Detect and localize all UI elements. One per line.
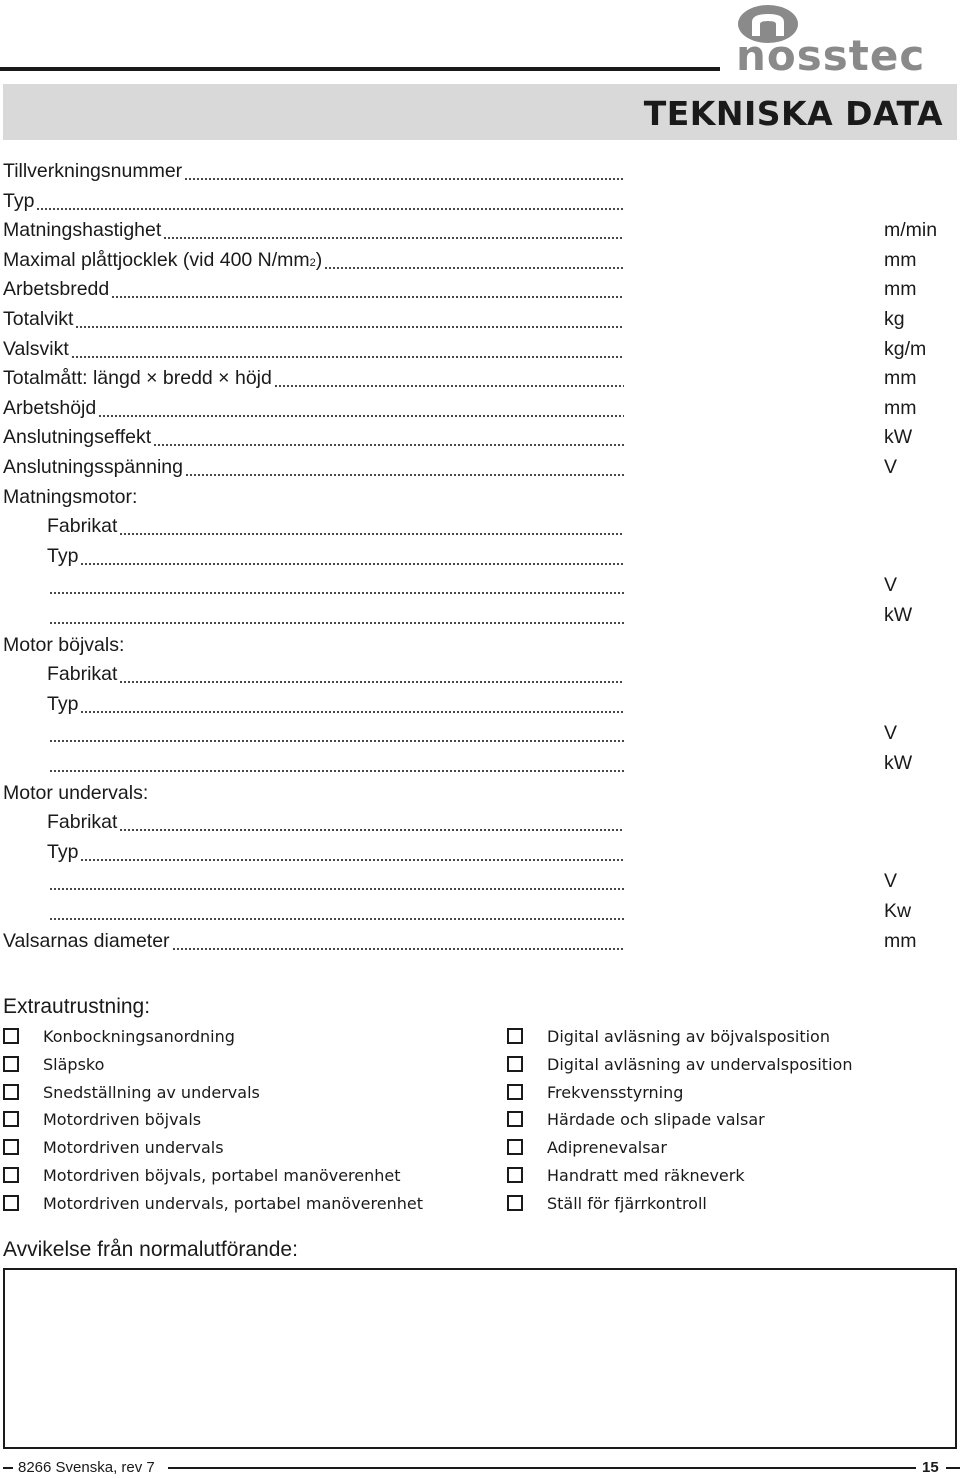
extra-checkbox[interactable] <box>507 1167 523 1183</box>
extra-option[interactable] <box>3 1107 201 1131</box>
extra-option[interactable] <box>3 1135 224 1159</box>
extra-label: Motordriven undervals <box>43 1137 224 1157</box>
extra-option[interactable] <box>3 1052 104 1076</box>
spec-field <box>3 778 624 808</box>
spec-field[interactable] <box>3 186 624 216</box>
dotted-leader <box>49 888 624 890</box>
spec-field[interactable] <box>3 422 624 452</box>
spec-unit: m/min <box>884 219 938 241</box>
spec-field[interactable] <box>47 659 624 689</box>
extra-option[interactable] <box>507 1052 852 1076</box>
spec-row <box>0 274 960 304</box>
dotted-leader <box>80 563 624 565</box>
spec-label: Tillverkningsnummer <box>3 160 183 182</box>
spec-field[interactable] <box>3 926 624 956</box>
dotted-leader <box>49 740 624 742</box>
extra-checkbox[interactable] <box>507 1056 523 1072</box>
spec-row <box>0 896 960 926</box>
spec-unit: V <box>884 574 898 596</box>
spec-row <box>0 718 960 748</box>
spec-label: Typ <box>47 693 79 715</box>
extra-option[interactable] <box>507 1024 830 1048</box>
extra-checkbox[interactable] <box>507 1084 523 1100</box>
extra-option[interactable] <box>3 1024 235 1048</box>
spec-row <box>0 630 960 660</box>
spec-unit: kW <box>884 604 913 626</box>
spec-label: Matningshastighet <box>3 219 162 241</box>
extra-label: Digital avläsning av undervalsposition <box>547 1054 853 1074</box>
spec-field[interactable] <box>47 570 624 600</box>
extra-label: Handratt med räkneverk <box>547 1165 745 1185</box>
spec-field[interactable]: Maximal plåttjocklek (vid 400 N/mm 2 ) <box>3 245 624 275</box>
spec-row <box>0 659 960 689</box>
spec-field[interactable] <box>47 837 624 867</box>
extra-checkbox[interactable] <box>3 1084 19 1100</box>
deviation-textbox[interactable] <box>3 1268 957 1449</box>
extra-checkbox[interactable] <box>507 1139 523 1155</box>
spec-field <box>3 630 624 660</box>
extra-label: Motordriven böjvals <box>43 1109 202 1129</box>
spec-label: Typ <box>3 190 35 212</box>
dotted-leader <box>119 533 624 535</box>
extra-label: Släpsko <box>43 1054 105 1074</box>
spec-unit: kW <box>884 426 913 448</box>
extra-checkbox[interactable] <box>3 1139 19 1155</box>
spec-field[interactable] <box>47 866 624 896</box>
spec-row <box>0 422 960 452</box>
spec-field[interactable] <box>47 689 624 719</box>
spec-row <box>0 570 960 600</box>
extra-option[interactable] <box>3 1163 401 1187</box>
spec-unit: mm <box>884 397 917 419</box>
spec-unit: mm <box>884 278 917 300</box>
spec-unit: Kw <box>884 900 912 922</box>
dotted-leader <box>111 296 624 298</box>
header-rule <box>0 67 720 71</box>
spec-label: Arbetshöjd <box>3 397 97 419</box>
spec-field[interactable] <box>3 334 624 364</box>
spec-unit: kg <box>884 308 905 330</box>
dotted-leader <box>49 770 624 772</box>
spec-row <box>0 452 960 482</box>
spec-unit: V <box>884 722 898 744</box>
spec-label: Valsarnas diameter <box>3 930 170 952</box>
spec-label: Anslutningsspänning <box>3 456 183 478</box>
spec-row <box>0 541 960 571</box>
extra-checkbox[interactable] <box>507 1028 523 1044</box>
dotted-leader <box>49 622 624 624</box>
brand-wordmark: nosstec <box>736 31 926 80</box>
dotted-leader <box>185 474 624 476</box>
dotted-leader <box>172 948 624 950</box>
spec-label: Totalvikt <box>3 308 74 330</box>
dotted-leader <box>80 711 624 713</box>
spec-label: Valsvikt <box>3 338 69 360</box>
footer-rule <box>3 1467 13 1469</box>
spec-label: Fabrikat <box>47 811 118 833</box>
extra-label: Motordriven undervals, portabel manöverenhet <box>43 1193 423 1213</box>
spec-field[interactable] <box>47 718 624 748</box>
extra-label: Ställ för fjärrkontroll <box>547 1193 707 1213</box>
extra-option[interactable] <box>3 1080 260 1104</box>
spec-row <box>0 600 960 630</box>
spec-field[interactable] <box>3 363 624 393</box>
extra-label: Digital avläsning av böjvalsposition <box>547 1026 830 1046</box>
extra-option[interactable] <box>507 1191 707 1215</box>
spec-label: Anslutningseffekt <box>3 426 152 448</box>
spec-field[interactable] <box>47 541 624 571</box>
extra-option[interactable] <box>507 1107 765 1131</box>
spec-row <box>0 334 960 364</box>
dotted-leader <box>49 592 624 594</box>
dotted-leader <box>75 326 624 328</box>
spec-row <box>0 393 960 423</box>
spec-field[interactable] <box>3 274 624 304</box>
dotted-leader <box>98 415 624 417</box>
spec-unit: mm <box>884 930 917 952</box>
page-number: 15 <box>922 1459 939 1476</box>
spec-field <box>3 482 624 512</box>
spec-row <box>0 866 960 896</box>
dotted-leader <box>119 681 624 683</box>
extra-checkbox[interactable] <box>3 1056 19 1072</box>
spec-unit: kg/m <box>884 338 927 360</box>
spec-row <box>0 748 960 778</box>
extra-label: Frekvensstyrning <box>547 1082 684 1102</box>
extra-checkbox[interactable] <box>3 1195 19 1211</box>
spec-label: Motor böjvals: <box>3 634 125 656</box>
spec-field[interactable] <box>47 807 624 837</box>
footer-rule <box>168 1467 916 1469</box>
spec-unit: V <box>884 870 898 892</box>
spec-row <box>0 807 960 837</box>
spec-unit: V <box>884 456 898 478</box>
spec-field[interactable] <box>47 748 624 778</box>
extra-checkbox[interactable] <box>3 1111 19 1127</box>
page-title: TEKNISKA DATA <box>643 94 943 133</box>
dotted-leader <box>71 356 624 358</box>
spec-field[interactable] <box>3 156 624 186</box>
spec-row <box>0 215 960 245</box>
spec-label: Totalmått: längd × bredd × höjd <box>3 367 272 389</box>
spec-field[interactable] <box>3 393 624 423</box>
spec-row <box>0 926 960 956</box>
dotted-leader <box>163 237 624 239</box>
spec-unit: kW <box>884 752 913 774</box>
spec-row <box>0 245 960 275</box>
extra-label: Konbockningsanordning <box>43 1026 235 1046</box>
extra-label: Härdade och slipade valsar <box>547 1109 765 1129</box>
extra-option[interactable] <box>507 1080 683 1104</box>
spec-row <box>0 511 960 541</box>
extra-option[interactable] <box>507 1163 745 1187</box>
title-banner <box>3 84 957 140</box>
dotted-leader <box>36 208 624 210</box>
dotted-leader <box>324 267 624 269</box>
spec-label: Typ <box>47 545 79 567</box>
dotted-leader <box>184 178 624 180</box>
spec-row <box>0 304 960 334</box>
extra-checkbox[interactable] <box>507 1111 523 1127</box>
dotted-leader <box>49 918 624 920</box>
spec-label: Motor undervals: <box>3 782 149 804</box>
footer-doc-id: 8266 Svenska, rev 7 <box>18 1459 155 1476</box>
spec-field[interactable] <box>3 304 624 334</box>
spec-field[interactable] <box>3 215 624 245</box>
spec-field[interactable] <box>47 896 624 926</box>
footer-rule <box>946 1467 960 1469</box>
extra-checkbox[interactable] <box>3 1167 19 1183</box>
spec-label: Maximal plåttjocklek (vid 400 N/mm <box>3 249 310 271</box>
spec-field[interactable] <box>47 511 624 541</box>
spec-label-suffix: ) <box>315 249 323 271</box>
spec-label: Typ <box>47 841 79 863</box>
spec-label: Arbetsbredd <box>3 278 110 300</box>
extra-label: Adiprenevalsar <box>547 1137 667 1157</box>
extra-checkbox[interactable] <box>3 1028 19 1044</box>
extra-checkbox[interactable] <box>507 1195 523 1211</box>
spec-row <box>0 156 960 186</box>
spec-label: Matningsmotor: <box>3 486 138 508</box>
dotted-leader <box>119 829 624 831</box>
spec-unit: mm <box>884 249 917 271</box>
extras-title: Extrautrustning: <box>3 995 151 1018</box>
deviation-title: Avvikelse från normalutförande: <box>3 1238 298 1261</box>
dotted-leader <box>274 385 624 387</box>
extra-label: Motordriven böjvals, portabel manöverenhet <box>43 1165 401 1185</box>
spec-row <box>0 186 960 216</box>
extra-label: Snedställning av undervals <box>43 1082 260 1102</box>
spec-row <box>0 778 960 808</box>
dotted-leader <box>80 859 624 861</box>
spec-label: Fabrikat <box>47 515 118 537</box>
extra-option[interactable] <box>3 1191 423 1215</box>
spec-row <box>0 837 960 867</box>
spec-row <box>0 363 960 393</box>
spec-row <box>0 689 960 719</box>
spec-row <box>0 482 960 512</box>
spec-unit: mm <box>884 367 917 389</box>
spec-label: Fabrikat <box>47 663 118 685</box>
spec-field[interactable] <box>47 600 624 630</box>
dotted-leader <box>153 444 624 446</box>
spec-field[interactable] <box>3 452 624 482</box>
extra-option[interactable] <box>507 1135 667 1159</box>
